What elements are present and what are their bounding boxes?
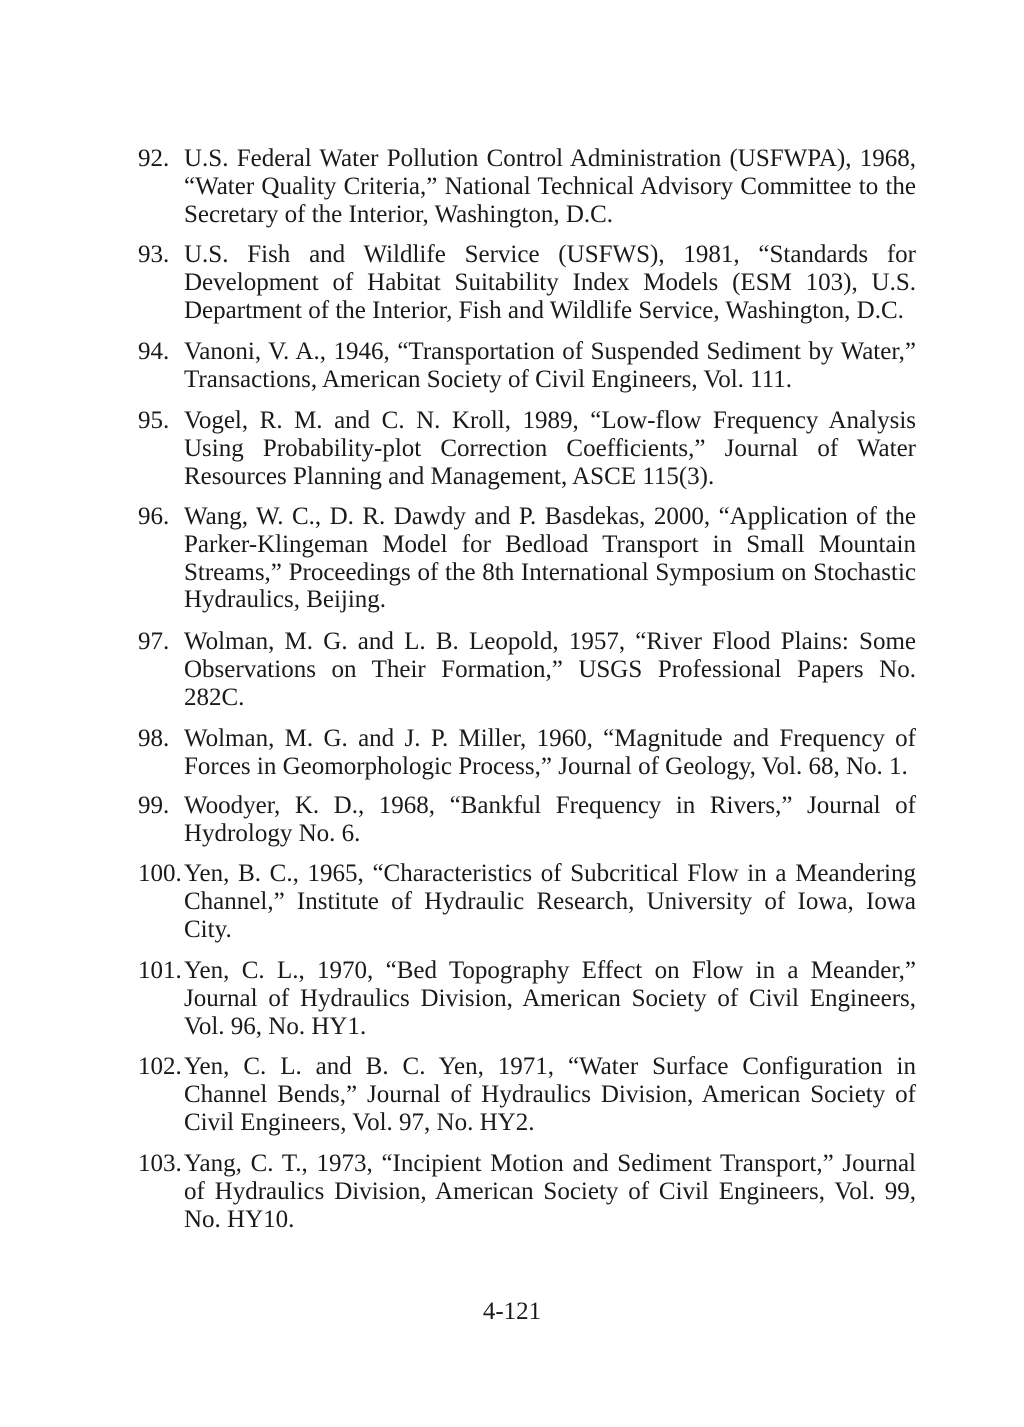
reference-number: 93. xyxy=(138,241,170,268)
reference-item xyxy=(138,792,916,848)
reference-item xyxy=(138,1053,916,1136)
reference-text: Vogel, R. M. and C. N. Kroll, 1989, “Low-flow Frequency Analysis Using Probability-plot Correction Coefficients,” Journal of Water Resources Planning and Management, ASCE 115(3). xyxy=(184,407,916,490)
reference-number: 103. xyxy=(138,1150,182,1177)
reference-text: Vanoni, V. A., 1946, “Transportation of Suspended Sediment by Water,” Transactions, American Society of Civil Engineers, Vol. 111. xyxy=(184,338,916,393)
reference-number: 100. xyxy=(138,860,182,887)
reference-item xyxy=(138,145,916,228)
reference-text: Wolman, M. G. and L. B. Leopold, 1957, “River Flood Plains: Some Observations on Their Formation,” USGS Professional Papers No. 282C. xyxy=(184,628,916,711)
reference-item xyxy=(138,957,916,1040)
reference-text: U.S. Federal Water Pollution Control Administration (USFWPA), 1968, “Water Quality Criteria,” National Technical Advisory Committee to the Secretary of the Interior, Washington, D.C. xyxy=(184,145,916,228)
reference-text: Yen, C. L. and B. C. Yen, 1971, “Water Surface Configuration in Channel Bends,” Journal of Hydraulics Division, American Society of Civil Engineers, Vol. 97, No. HY2. xyxy=(184,1053,916,1136)
reference-text: U.S. Fish and Wildlife Service (USFWS), 1981, “Standards for Development of Habitat Suitability Index Models (ESM 103), U.S. Department of the Interior, Fish and Wildlife Service, Washington, D.C. xyxy=(184,241,916,324)
reference-text: Yang, C. T., 1973, “Incipient Motion and Sediment Transport,” Journal of Hydraulics Division, American Society of Civil Engineers, Vol. 99, No. HY10. xyxy=(184,1150,916,1233)
reference-text: Yen, C. L., 1970, “Bed Topography Effect on Flow in a Meander,” Journal of Hydraulics Division, American Society of Civil Engineers, Vol. 96, No. HY1. xyxy=(184,957,916,1040)
reference-number: 92. xyxy=(138,145,170,172)
reference-item xyxy=(138,725,916,781)
reference-number: 102. xyxy=(138,1053,182,1080)
reference-item xyxy=(138,860,916,943)
page-number: 4-121 xyxy=(482,1298,542,1325)
reference-number: 94. xyxy=(138,338,170,365)
reference-item xyxy=(138,503,916,614)
reference-number: 95. xyxy=(138,407,170,434)
reference-number: 98. xyxy=(138,725,170,752)
reference-item xyxy=(138,1150,916,1233)
reference-text: Wang, W. C., D. R. Dawdy and P. Basdekas, 2000, “Application of the Parker-Klingeman Model for Bedload Transport in Small Mountain Streams,” Proceedings of the 8th International Symposium on Stochastic Hydraulics, Beijing. xyxy=(184,503,916,614)
reference-text: Yen, B. C., 1965, “Characteristics of Subcritical Flow in a Meandering Channel,” Institute of Hydraulic Research, University of Iowa, Iowa City. xyxy=(184,860,916,943)
reference-item xyxy=(138,628,916,711)
reference-item xyxy=(138,407,916,490)
reference-item xyxy=(138,241,916,324)
reference-number: 96. xyxy=(138,503,170,530)
reference-text: Wolman, M. G. and J. P. Miller, 1960, “Magnitude and Frequency of Forces in Geomorphologic Process,” Journal of Geology, Vol. 68, No. 1. xyxy=(184,725,916,780)
reference-number: 97. xyxy=(138,628,170,655)
reference-number: 99. xyxy=(138,792,170,819)
reference-number: 101. xyxy=(138,957,182,984)
reference-item xyxy=(138,338,916,394)
reference-text: Woodyer, K. D., 1968, “Bankful Frequency in Rivers,” Journal of Hydrology No. 6. xyxy=(184,792,916,847)
